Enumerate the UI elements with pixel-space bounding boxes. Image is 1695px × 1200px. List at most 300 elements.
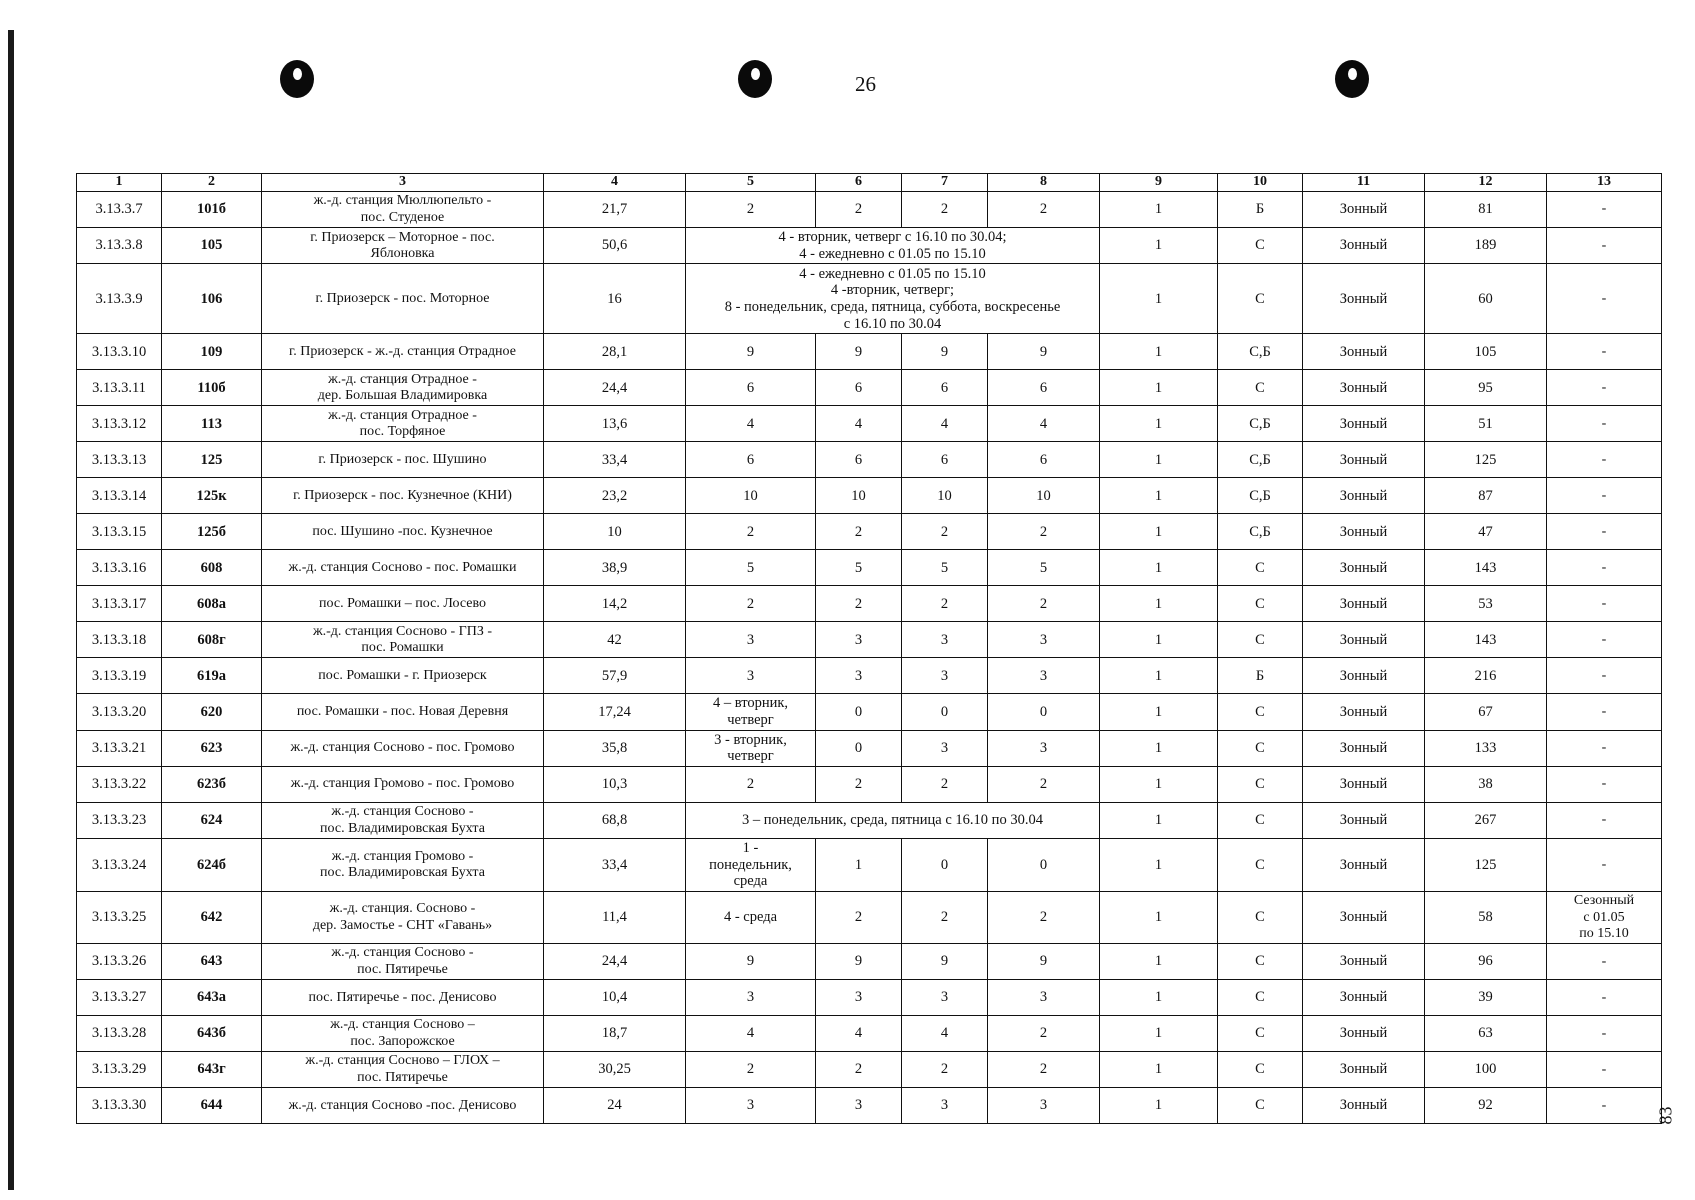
col-9-cell: 1 [1100,944,1218,980]
col-9-cell: 1 [1100,803,1218,839]
column-header-10: 10 [1218,174,1303,192]
vehicle-class-cell: С [1218,767,1303,803]
note-cell: - [1547,586,1662,622]
tariff-type-cell: Зонный [1303,370,1425,406]
trips-col-5-cell: 3 [686,622,816,658]
col-12-cell: 189 [1425,228,1547,264]
table-row [77,1016,1662,1052]
col-12-cell: 67 [1425,694,1547,730]
route-name-cell: пос. Ромашки – пос. Лосево [262,586,544,622]
route-length-cell: 24,4 [544,944,686,980]
col-9-cell: 1 [1100,980,1218,1016]
tariff-type-cell: Зонный [1303,980,1425,1016]
trips-col-7-cell: 6 [902,442,988,478]
route-length-cell: 30,25 [544,1052,686,1088]
margin-note: 83 [1655,1106,1676,1125]
col-9-cell: 1 [1100,767,1218,803]
page-number: 26 [855,72,876,96]
trips-col-8-cell: 6 [988,442,1100,478]
route-length-cell: 33,4 [544,442,686,478]
note-cell: - [1547,839,1662,892]
trips-col-6-cell: 6 [816,370,902,406]
trips-col-8-cell: 2 [988,892,1100,944]
header-row [77,174,1662,192]
trips-col-6-cell: 4 [816,1016,902,1052]
trips-col-6-cell: 3 [816,1088,902,1124]
col-12-cell: 63 [1425,1016,1547,1052]
tariff-type-cell: Зонный [1303,839,1425,892]
trips-col-8-cell: 4 [988,406,1100,442]
column-header-6: 6 [816,174,902,192]
route-number-cell: 623б [162,767,262,803]
tariff-type-cell: Зонный [1303,264,1425,334]
trips-col-6-cell: 9 [816,944,902,980]
col-12-cell: 87 [1425,478,1547,514]
vehicle-class-cell: С,Б [1218,334,1303,370]
col-12-cell: 143 [1425,550,1547,586]
trips-col-6-cell: 1 [816,839,902,892]
row-index-cell: 3.13.3.24 [77,839,162,892]
col-9-cell: 1 [1100,514,1218,550]
trips-col-7-cell: 2 [902,892,988,944]
trips-col-5-cell: 3 [686,980,816,1016]
trips-col-7-cell: 2 [902,514,988,550]
trips-schedule-merged-cell: 4 - вторник, четверг с 16.10 по 30.04; 4 - ежедневно с 01.05 по 15.10 [686,228,1100,264]
route-name-cell: г. Приозерск - пос. Кузнечное (КНИ) [262,478,544,514]
route-number-cell: 643 [162,944,262,980]
route-number-cell: 110б [162,370,262,406]
row-index-cell: 3.13.3.17 [77,586,162,622]
trips-col-8-cell: 9 [988,334,1100,370]
col-12-cell: 216 [1425,658,1547,694]
trips-col-5-cell: 3 [686,658,816,694]
vehicle-class-cell: С,Б [1218,514,1303,550]
route-length-cell: 18,7 [544,1016,686,1052]
trips-col-6-cell: 4 [816,406,902,442]
col-9-cell: 1 [1100,586,1218,622]
note-cell: - [1547,803,1662,839]
route-length-cell: 38,9 [544,550,686,586]
col-9-cell: 1 [1100,892,1218,944]
col-12-cell: 100 [1425,1052,1547,1088]
route-name-cell: ж.-д. станция Отрадное - дер. Большая Владимировка [262,370,544,406]
trips-col-8-cell: 3 [988,658,1100,694]
trips-col-5-cell: 2 [686,514,816,550]
route-number-cell: 620 [162,694,262,730]
trips-col-6-cell: 3 [816,980,902,1016]
route-name-cell: пос. Ромашки - г. Приозерск [262,658,544,694]
col-12-cell: 39 [1425,980,1547,1016]
note-cell: - [1547,370,1662,406]
tariff-type-cell: Зонный [1303,334,1425,370]
route-length-cell: 10,4 [544,980,686,1016]
table-row [77,944,1662,980]
trips-col-5-cell: 5 [686,550,816,586]
col-9-cell: 1 [1100,1052,1218,1088]
trips-col-6-cell: 6 [816,442,902,478]
route-number-cell: 106 [162,264,262,334]
trips-col-7-cell: 4 [902,1016,988,1052]
route-number-cell: 105 [162,228,262,264]
col-9-cell: 1 [1100,228,1218,264]
note-cell: - [1547,658,1662,694]
vehicle-class-cell: С,Б [1218,478,1303,514]
route-name-cell: пос. Пятиречье - пос. Денисово [262,980,544,1016]
trips-col-5-cell: 1 - понедельник, среда [686,839,816,892]
trips-col-6-cell: 2 [816,767,902,803]
tariff-type-cell: Зонный [1303,406,1425,442]
column-header-9: 9 [1100,174,1218,192]
trips-schedule-merged-cell: 3 – понедельник, среда, пятница с 16.10 по 30.04 [686,803,1100,839]
trips-col-5-cell: 4 [686,406,816,442]
punch-hole-left [280,60,314,98]
route-number-cell: 125 [162,442,262,478]
tariff-type-cell: Зонный [1303,658,1425,694]
tariff-type-cell: Зонный [1303,1052,1425,1088]
route-length-cell: 16 [544,264,686,334]
row-index-cell: 3.13.3.25 [77,892,162,944]
route-number-cell: 623 [162,730,262,766]
route-number-cell: 113 [162,406,262,442]
col-12-cell: 105 [1425,334,1547,370]
route-name-cell: ж.-д. станция Громово - пос. Владимировская Бухта [262,839,544,892]
col-9-cell: 1 [1100,1088,1218,1124]
trips-col-7-cell: 10 [902,478,988,514]
col-12-cell: 92 [1425,1088,1547,1124]
tariff-type-cell: Зонный [1303,586,1425,622]
note-cell: - [1547,478,1662,514]
tariff-type-cell: Зонный [1303,944,1425,980]
note-cell: - [1547,550,1662,586]
route-number-cell: 109 [162,334,262,370]
tariff-type-cell: Зонный [1303,730,1425,766]
row-index-cell: 3.13.3.19 [77,658,162,694]
note-cell: - [1547,228,1662,264]
trips-col-8-cell: 2 [988,1052,1100,1088]
note-cell: - [1547,1052,1662,1088]
route-number-cell: 125к [162,478,262,514]
row-index-cell: 3.13.3.23 [77,803,162,839]
route-name-cell: ж.-д. станция Мюллюпельто - пос. Студеное [262,192,544,228]
trips-col-5-cell: 9 [686,944,816,980]
route-length-cell: 35,8 [544,730,686,766]
trips-col-8-cell: 5 [988,550,1100,586]
route-length-cell: 10,3 [544,767,686,803]
tariff-type-cell: Зонный [1303,622,1425,658]
table-row [77,730,1662,766]
row-index-cell: 3.13.3.8 [77,228,162,264]
tariff-type-cell: Зонный [1303,1088,1425,1124]
trips-col-5-cell: 4 – вторник, четверг [686,694,816,730]
route-name-cell: пос. Ромашки - пос. Новая Деревня [262,694,544,730]
route-number-cell: 643а [162,980,262,1016]
trips-col-6-cell: 2 [816,1052,902,1088]
route-name-cell: ж.-д. станция Сосново – ГЛОХ – пос. Пятиречье [262,1052,544,1088]
row-index-cell: 3.13.3.7 [77,192,162,228]
col-12-cell: 47 [1425,514,1547,550]
trips-col-7-cell: 3 [902,658,988,694]
trips-col-8-cell: 10 [988,478,1100,514]
route-name-cell: г. Приозерск - пос. Шушино [262,442,544,478]
column-header-8: 8 [988,174,1100,192]
col-9-cell: 1 [1100,478,1218,514]
trips-col-5-cell: 10 [686,478,816,514]
tariff-type-cell: Зонный [1303,478,1425,514]
column-header-13: 13 [1547,174,1662,192]
col-9-cell: 1 [1100,442,1218,478]
route-number-cell: 643б [162,1016,262,1052]
col-9-cell: 1 [1100,334,1218,370]
table-row [77,192,1662,228]
col-12-cell: 125 [1425,442,1547,478]
table-row [77,478,1662,514]
note-cell: - [1547,406,1662,442]
col-9-cell: 1 [1100,622,1218,658]
row-index-cell: 3.13.3.21 [77,730,162,766]
tariff-type-cell: Зонный [1303,192,1425,228]
col-12-cell: 53 [1425,586,1547,622]
col-9-cell: 1 [1100,694,1218,730]
note-cell: - [1547,192,1662,228]
trips-col-5-cell: 2 [686,586,816,622]
vehicle-class-cell: С [1218,730,1303,766]
trips-col-5-cell: 4 [686,1016,816,1052]
punch-hole-center [738,60,772,98]
vehicle-class-cell: С [1218,264,1303,334]
vehicle-class-cell: С [1218,944,1303,980]
vehicle-class-cell: Б [1218,192,1303,228]
route-number-cell: 624 [162,803,262,839]
route-length-cell: 14,2 [544,586,686,622]
vehicle-class-cell: С [1218,980,1303,1016]
tariff-type-cell: Зонный [1303,803,1425,839]
trips-col-7-cell: 9 [902,944,988,980]
vehicle-class-cell: Б [1218,658,1303,694]
table-row [77,442,1662,478]
trips-col-8-cell: 0 [988,839,1100,892]
col-12-cell: 81 [1425,192,1547,228]
note-cell: - [1547,1088,1662,1124]
vehicle-class-cell: С [1218,803,1303,839]
route-length-cell: 28,1 [544,334,686,370]
trips-col-7-cell: 6 [902,370,988,406]
col-9-cell: 1 [1100,658,1218,694]
route-length-cell: 21,7 [544,192,686,228]
vehicle-class-cell: С,Б [1218,442,1303,478]
route-length-cell: 50,6 [544,228,686,264]
route-number-cell: 101б [162,192,262,228]
route-name-cell: ж.-д. станция Сосново - ГПЗ - пос. Ромашки [262,622,544,658]
trips-col-6-cell: 3 [816,658,902,694]
trips-col-5-cell: 3 [686,1088,816,1124]
col-9-cell: 1 [1100,550,1218,586]
table-row [77,586,1662,622]
trips-col-8-cell: 6 [988,370,1100,406]
route-name-cell: ж.-д. станция. Сосново - дер. Замостье - СНТ «Гавань» [262,892,544,944]
row-index-cell: 3.13.3.28 [77,1016,162,1052]
table-row [77,1052,1662,1088]
vehicle-class-cell: С [1218,839,1303,892]
col-9-cell: 1 [1100,839,1218,892]
note-cell: - [1547,767,1662,803]
row-index-cell: 3.13.3.13 [77,442,162,478]
trips-col-8-cell: 3 [988,730,1100,766]
table-row [77,803,1662,839]
route-name-cell: ж.-д. станция Сосново -пос. Денисово [262,1088,544,1124]
note-cell: - [1547,442,1662,478]
route-length-cell: 17,24 [544,694,686,730]
col-12-cell: 125 [1425,839,1547,892]
binding-edge [8,30,14,1190]
row-index-cell: 3.13.3.15 [77,514,162,550]
trips-col-8-cell: 3 [988,1088,1100,1124]
trips-col-6-cell: 10 [816,478,902,514]
route-name-cell: г. Приозерск - пос. Моторное [262,264,544,334]
table-row [77,370,1662,406]
vehicle-class-cell: С [1218,370,1303,406]
note-cell: - [1547,730,1662,766]
vehicle-class-cell: С [1218,586,1303,622]
column-header-12: 12 [1425,174,1547,192]
route-name-cell: ж.-д. станция Отрадное - пос. Торфяное [262,406,544,442]
route-length-cell: 42 [544,622,686,658]
trips-col-6-cell: 2 [816,892,902,944]
note-cell: - [1547,980,1662,1016]
trips-col-7-cell: 2 [902,192,988,228]
column-header-4: 4 [544,174,686,192]
column-header-7: 7 [902,174,988,192]
note-cell: - [1547,334,1662,370]
trips-col-6-cell: 0 [816,730,902,766]
trips-col-6-cell: 3 [816,622,902,658]
row-index-cell: 3.13.3.20 [77,694,162,730]
row-index-cell: 3.13.3.29 [77,1052,162,1088]
tariff-type-cell: Зонный [1303,228,1425,264]
trips-col-7-cell: 3 [902,980,988,1016]
trips-col-8-cell: 2 [988,767,1100,803]
tariff-type-cell: Зонный [1303,767,1425,803]
tariff-type-cell: Зонный [1303,1016,1425,1052]
col-12-cell: 58 [1425,892,1547,944]
trips-col-5-cell: 9 [686,334,816,370]
column-header-3: 3 [262,174,544,192]
vehicle-class-cell: С [1218,892,1303,944]
route-schedule-table [76,173,1662,1124]
table-body [77,192,1662,1124]
route-name-cell: ж.-д. станция Сосново - пос. Ромашки [262,550,544,586]
col-12-cell: 267 [1425,803,1547,839]
table-row [77,406,1662,442]
table-row [77,334,1662,370]
trips-col-7-cell: 2 [902,1052,988,1088]
col-9-cell: 1 [1100,730,1218,766]
tariff-type-cell: Зонный [1303,550,1425,586]
route-name-cell: ж.-д. станция Громово - пос. Громово [262,767,544,803]
trips-col-6-cell: 0 [816,694,902,730]
trips-col-7-cell: 2 [902,586,988,622]
table-row [77,514,1662,550]
note-cell: - [1547,944,1662,980]
table-row [77,767,1662,803]
vehicle-class-cell: С [1218,1052,1303,1088]
trips-col-5-cell: 2 [686,767,816,803]
col-9-cell: 1 [1100,192,1218,228]
route-name-cell: пос. Шушино -пос. Кузнечное [262,514,544,550]
vehicle-class-cell: С [1218,1088,1303,1124]
trips-col-5-cell: 3 - вторник, четверг [686,730,816,766]
vehicle-class-cell: С [1218,228,1303,264]
col-9-cell: 1 [1100,406,1218,442]
col-12-cell: 95 [1425,370,1547,406]
trips-col-8-cell: 9 [988,944,1100,980]
trips-col-7-cell: 0 [902,694,988,730]
trips-col-8-cell: 2 [988,192,1100,228]
row-index-cell: 3.13.3.9 [77,264,162,334]
col-9-cell: 1 [1100,1016,1218,1052]
vehicle-class-cell: С [1218,1016,1303,1052]
trips-col-7-cell: 9 [902,334,988,370]
trips-col-5-cell: 6 [686,442,816,478]
route-length-cell: 68,8 [544,803,686,839]
row-index-cell: 3.13.3.11 [77,370,162,406]
table-row [77,694,1662,730]
trips-col-6-cell: 2 [816,586,902,622]
route-length-cell: 23,2 [544,478,686,514]
route-length-cell: 11,4 [544,892,686,944]
col-12-cell: 143 [1425,622,1547,658]
table-row [77,980,1662,1016]
column-header-1: 1 [77,174,162,192]
route-name-cell: г. Приозерск - ж.-д. станция Отрадное [262,334,544,370]
table-row [77,658,1662,694]
route-name-cell: г. Приозерск – Моторное - пос. Яблоновка [262,228,544,264]
route-length-cell: 24,4 [544,370,686,406]
route-length-cell: 13,6 [544,406,686,442]
route-length-cell: 33,4 [544,839,686,892]
tariff-type-cell: Зонный [1303,892,1425,944]
col-12-cell: 38 [1425,767,1547,803]
punch-hole-right [1335,60,1369,98]
note-cell: - [1547,622,1662,658]
route-number-cell: 642 [162,892,262,944]
route-name-cell: ж.-д. станция Сосново - пос. Пятиречье [262,944,544,980]
row-index-cell: 3.13.3.16 [77,550,162,586]
trips-col-8-cell: 2 [988,586,1100,622]
table-row [77,839,1662,892]
route-number-cell: 643г [162,1052,262,1088]
route-number-cell: 125б [162,514,262,550]
vehicle-class-cell: С [1218,622,1303,658]
col-9-cell: 1 [1100,370,1218,406]
table-row [77,1088,1662,1124]
trips-col-7-cell: 5 [902,550,988,586]
row-index-cell: 3.13.3.30 [77,1088,162,1124]
trips-col-5-cell: 4 - среда [686,892,816,944]
trips-col-5-cell: 2 [686,192,816,228]
table-row [77,264,1662,334]
column-header-11: 11 [1303,174,1425,192]
trips-col-7-cell: 3 [902,622,988,658]
table-row [77,622,1662,658]
route-number-cell: 608г [162,622,262,658]
route-number-cell: 608 [162,550,262,586]
column-header-2: 2 [162,174,262,192]
trips-col-6-cell: 5 [816,550,902,586]
route-number-cell: 608а [162,586,262,622]
tariff-type-cell: Зонный [1303,514,1425,550]
trips-col-5-cell: 2 [686,1052,816,1088]
note-cell: - [1547,1016,1662,1052]
